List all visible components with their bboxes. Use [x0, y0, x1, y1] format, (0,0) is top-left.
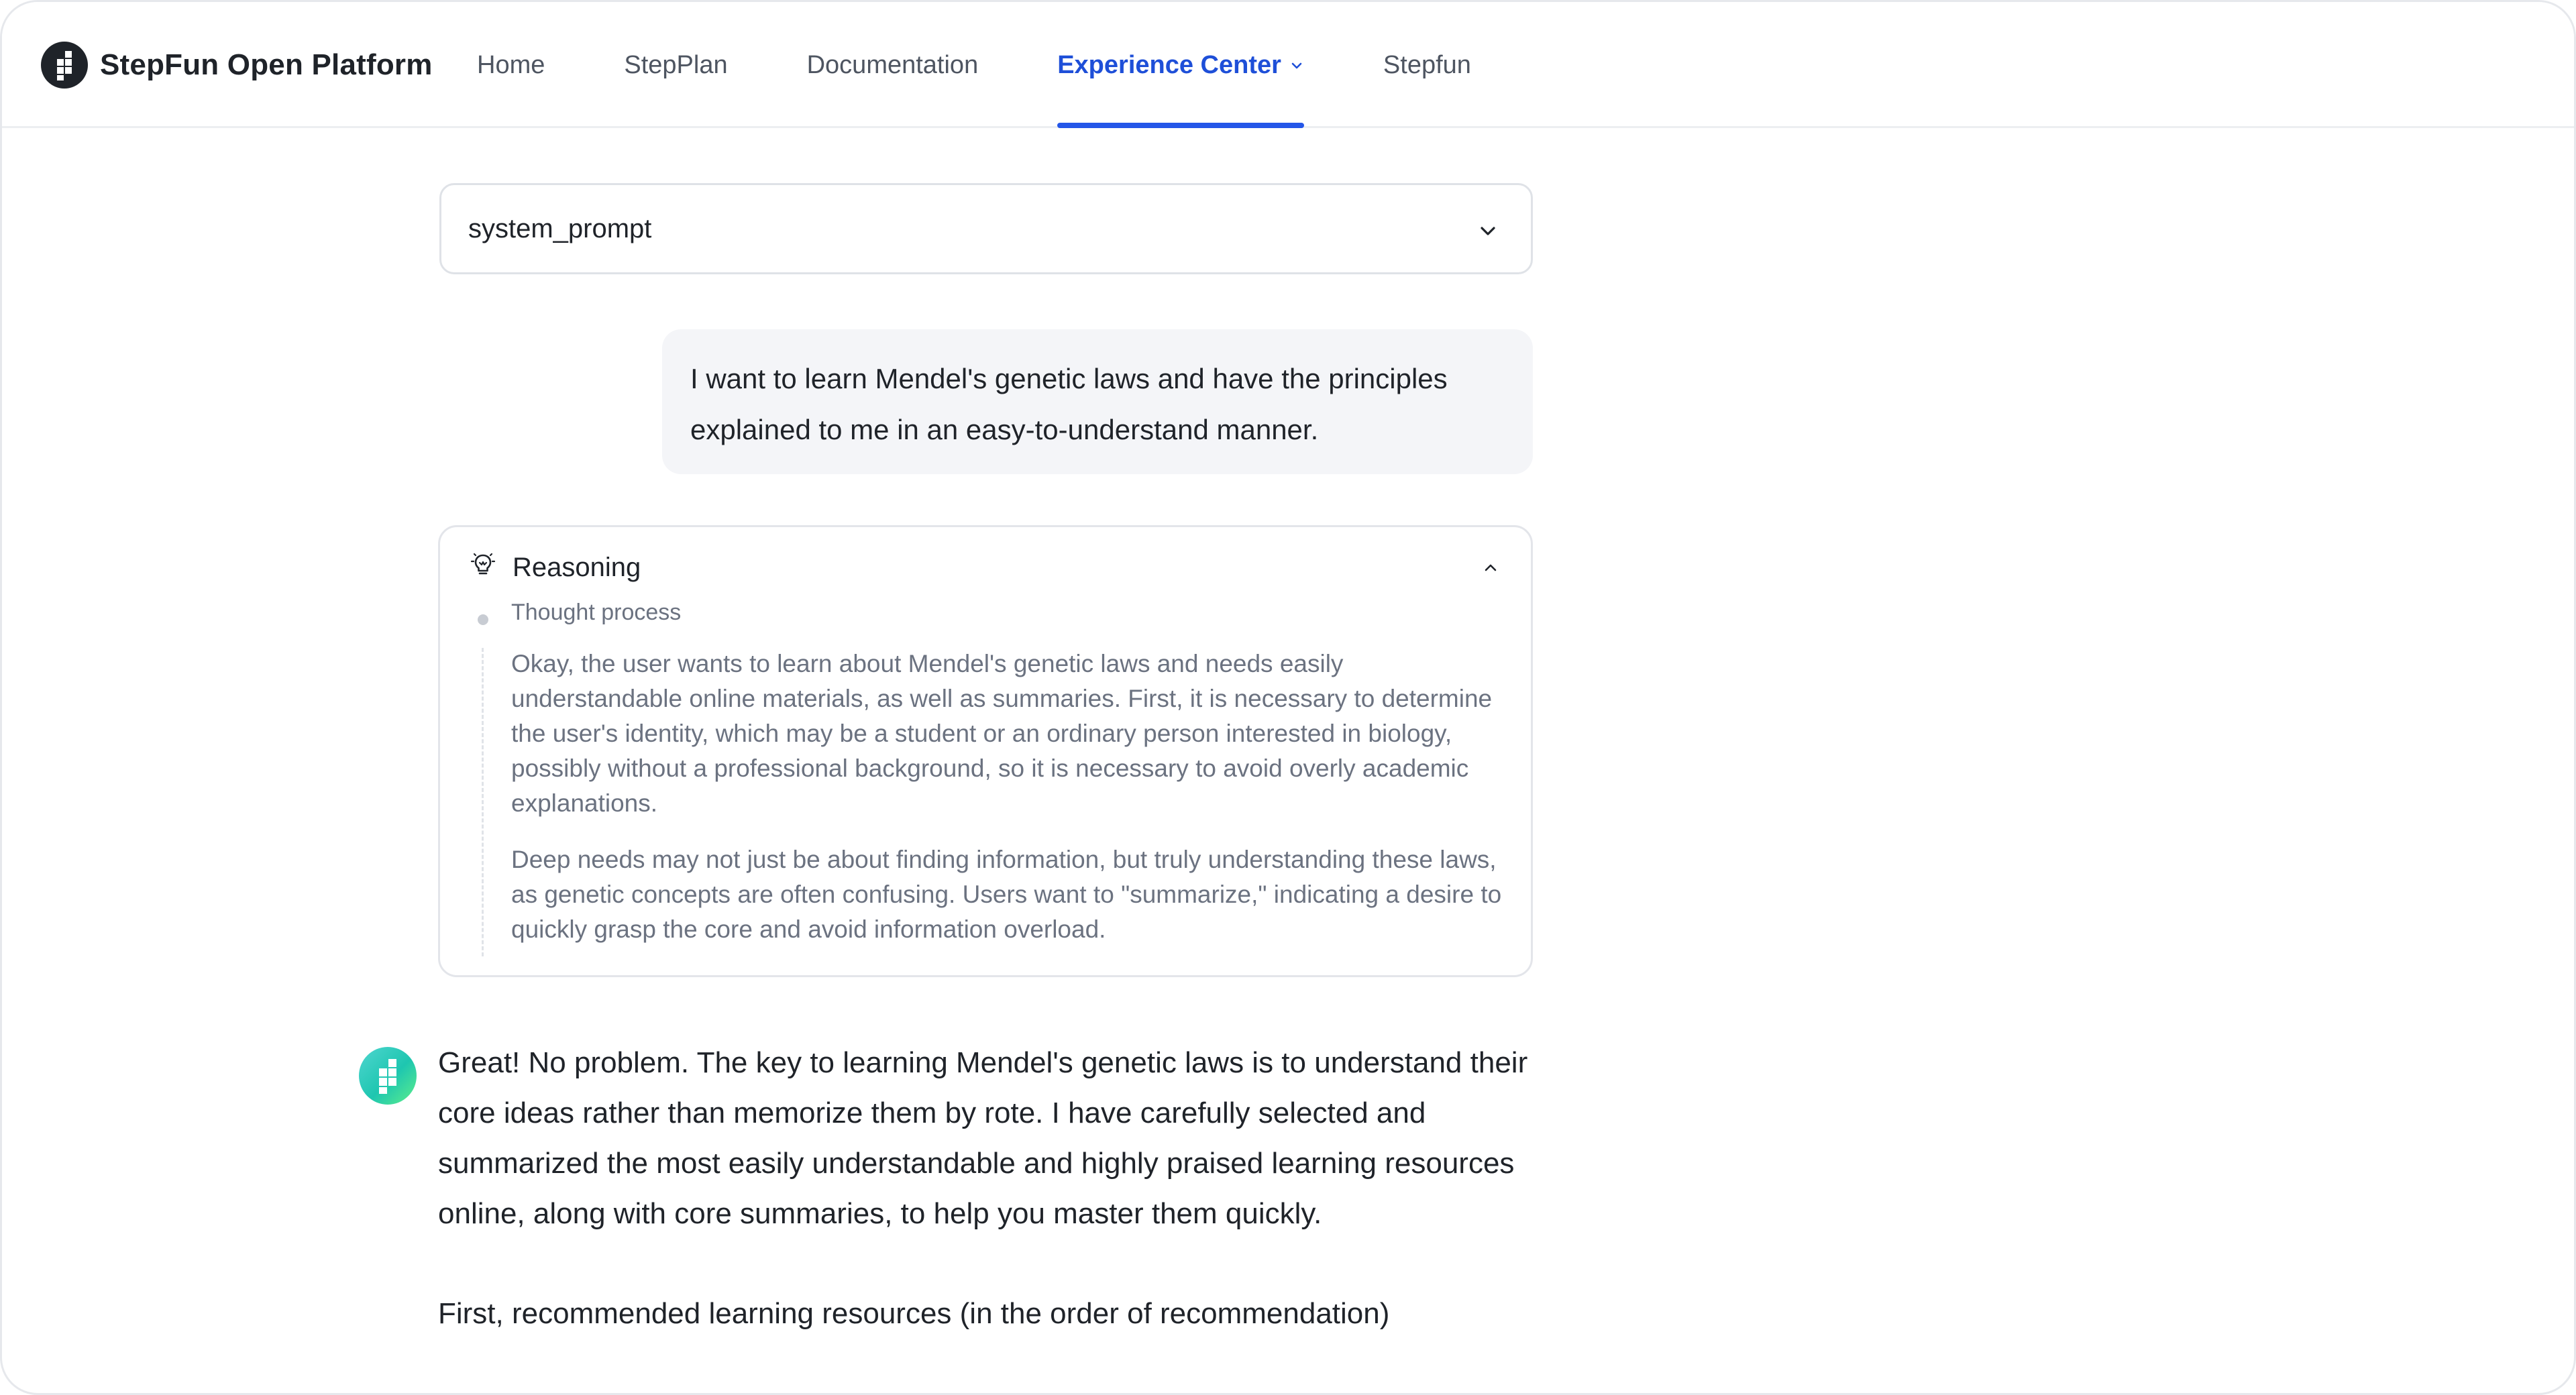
thought-paragraph: Deep needs may not just be about finding information, but truly understanding these laws, as genetic concepts are often confusing. Users want to "summarize," indicating a desire to quickly grasp the core and avoid information overload.	[511, 846, 1502, 943]
nav-stepfun-label: Stepfun	[1383, 50, 1471, 79]
thought-timeline-line	[482, 648, 484, 956]
chevron-down-icon	[1289, 51, 1304, 80]
assistant-paragraph: First, recommended learning resources (in the order of recommendation)	[438, 1297, 1390, 1330]
thought-paragraph: Okay, the user wants to learn about Mendel's genetic laws and needs easily understandable online materials, as well as summaries. First, it is necessary to determine the user's identity, which may be a student or an ordinary person interested in biology, possibly without a professional background, so it is necessary to avoid overly academic explanations.	[511, 650, 1493, 817]
reasoning-title: Reasoning	[513, 552, 641, 582]
stepfun-avatar-icon	[359, 1047, 417, 1105]
stepfun-logo-icon	[41, 42, 88, 89]
nav-home-label: Home	[477, 50, 545, 79]
nav-documentation-label: Documentation	[806, 50, 979, 79]
user-message-text: I want to learn Mendel's genetic laws and have the principles explained to me in an easy-to-understand manner.	[690, 363, 1448, 445]
thought-process-title: Thought process	[511, 600, 682, 625]
brand[interactable]	[41, 40, 433, 91]
nav-stepfun[interactable]	[1383, 2, 1471, 128]
reasoning-panel	[438, 525, 1533, 977]
assistant-message	[438, 1038, 1538, 1388]
thought-step-dot	[478, 614, 488, 625]
lightbulb-icon	[468, 549, 498, 585]
user-message-bubble	[662, 329, 1533, 474]
system-prompt-select[interactable]	[439, 183, 1533, 274]
nav-experience-center[interactable]	[1057, 2, 1304, 128]
nav-stepplan[interactable]	[624, 2, 727, 128]
nav-experience-center-label: Experience Center	[1057, 50, 1281, 79]
chevron-down-icon	[1477, 218, 1499, 239]
reasoning-header[interactable]	[468, 546, 641, 589]
main-nav	[477, 2, 1550, 128]
thought-process-body	[511, 647, 1511, 968]
nav-documentation[interactable]	[807, 2, 979, 128]
nav-home[interactable]	[477, 2, 545, 128]
brand-name: StepFun Open Platform	[100, 48, 433, 81]
assistant-paragraph: Great! No problem. The key to learning Mendel's genetic laws is to understand their core ideas rather than memorize them by rote. I have carefully selected and summarized the most easily understandable and highly praised learning resources online, along with core summaries, to help you master them quickly.	[438, 1046, 1528, 1230]
nav-stepplan-label: StepPlan	[624, 50, 728, 79]
top-navigation-bar	[2, 2, 2574, 128]
chevron-up-icon[interactable]	[1480, 557, 1501, 578]
system-prompt-select-value: system_prompt	[468, 213, 652, 243]
